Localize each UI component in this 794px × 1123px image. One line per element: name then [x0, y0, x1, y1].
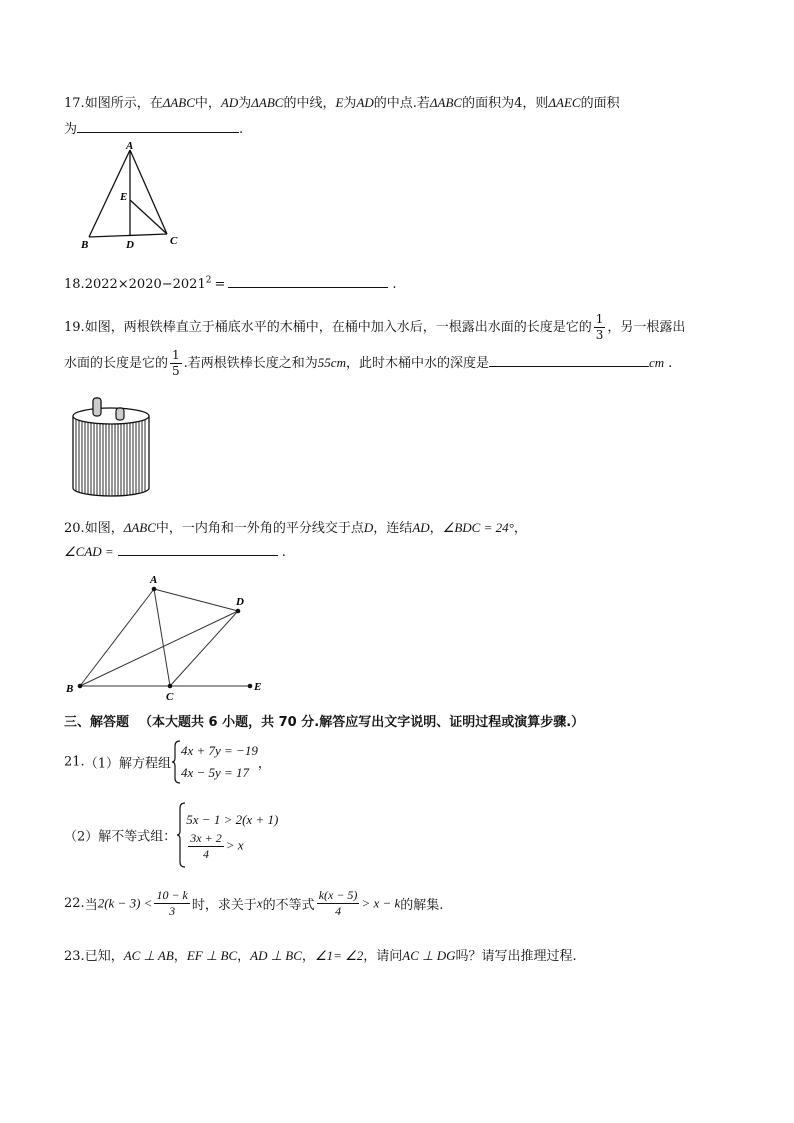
q17-math: AD	[220, 95, 239, 110]
q22-text: 的解集.	[400, 898, 444, 913]
fraction-denominator: 4	[203, 846, 209, 861]
brace-icon	[171, 740, 181, 784]
q20-line1	[64, 517, 527, 536]
fraction-denominator: 4	[335, 904, 342, 918]
q17-text: 的面积为	[462, 96, 515, 111]
q20-text: .	[281, 545, 286, 560]
q19-text: 水面的长度是它的	[64, 356, 169, 371]
q23-math: EF ⊥ BC	[186, 948, 238, 963]
q20-math: D	[363, 520, 374, 535]
equation: 4x − 5y = 17	[180, 765, 250, 780]
q17-text: .	[239, 122, 244, 137]
q20-label: E	[254, 681, 262, 693]
q19-text: ，此时木桶中水的深度是	[345, 356, 489, 371]
q22-math: 2(k − 3) <	[97, 895, 153, 911]
section-heading	[64, 711, 584, 730]
inequality: > x	[225, 836, 244, 852]
answer-blank[interactable]	[77, 120, 239, 133]
fraction-numerator: k(x − 5)	[318, 888, 358, 902]
fraction-one-fifth	[170, 348, 182, 379]
q18-math: =	[214, 277, 226, 292]
q21-label: （2）解不等式组：	[64, 829, 177, 845]
q22-math: > x − k	[361, 895, 401, 911]
q17-text: 中，	[194, 96, 221, 111]
q23-line	[64, 945, 577, 964]
q20-math: AD	[412, 520, 430, 535]
inequality: 5x − 1 > 2(x + 1)	[186, 811, 279, 827]
q18-text: .	[392, 277, 397, 292]
q17-math: 4	[514, 96, 523, 111]
answer-blank[interactable]	[228, 275, 388, 288]
q17-math: E	[335, 95, 344, 110]
q23-text: ，请问	[363, 949, 403, 964]
q17-math: ΔABC	[429, 95, 463, 110]
q17-label: D	[126, 239, 134, 251]
q17-text: 如图所示，在	[84, 96, 163, 111]
q20-number: 20.	[64, 521, 85, 536]
equation: 4x + 7y = −19	[180, 743, 258, 758]
brace-icon	[176, 802, 186, 868]
answer-blank[interactable]	[489, 354, 649, 367]
q17-label: C	[170, 235, 178, 247]
equation-system	[181, 740, 258, 784]
q23-number: 23.	[64, 949, 85, 964]
q20-label: B	[66, 683, 74, 695]
q17-label: B	[81, 239, 89, 251]
section-note: （本大题共 6 小题，共 70 分.解答应写出文字说明、证明过程或演算步骤.）	[139, 715, 585, 730]
q22-math: x	[256, 895, 263, 911]
q20-text: ，	[513, 521, 527, 536]
q17-line2	[64, 118, 243, 137]
fraction-numerator: 1	[172, 348, 180, 362]
q22-text: 时，求关于	[191, 898, 257, 913]
q23-math: AD ⊥ BC	[250, 948, 302, 963]
q20-line2	[64, 543, 286, 560]
q18-number: 18.	[64, 277, 85, 292]
fraction-one-third	[594, 312, 606, 343]
q22-number: 22.	[64, 896, 85, 911]
fraction-denominator: 5	[172, 364, 180, 378]
fraction-denominator: 3	[595, 328, 604, 342]
q19-unit: cm	[648, 355, 665, 370]
inequality-fraction	[188, 831, 223, 862]
fraction-numerator: 1	[595, 312, 604, 326]
inequality-system	[186, 809, 278, 862]
q23-text: ，	[237, 949, 251, 964]
q22-text: 当	[84, 898, 98, 913]
q17-math: ΔABC	[251, 95, 284, 110]
q20-text: ，连结	[373, 521, 413, 536]
q19-text: 如图，两根铁棒直立于桶底水平的木桶中，在桶中加入水后，一根露出水面的长度是它的	[84, 320, 592, 335]
q23-text: 已知，	[84, 949, 124, 964]
q17-math: ΔABC	[162, 95, 195, 110]
q18-math: 2022×2020−2021	[84, 277, 206, 292]
q20-text: 如图，	[84, 521, 124, 536]
q22-fraction	[154, 888, 189, 919]
section-title: 三、解答题	[64, 715, 130, 730]
q20-math: ∠CAD =	[64, 544, 114, 559]
fraction-denominator: 3	[169, 904, 176, 918]
q19-text: .	[668, 356, 673, 371]
q17-math: ΔAEC	[548, 95, 581, 110]
q21-label: （1）解方程组	[84, 756, 171, 772]
q20-label: D	[236, 596, 244, 608]
q21-text: ，	[257, 756, 271, 772]
q23-text: 吗？请写出推理过程.	[455, 949, 577, 964]
q22-fraction	[317, 888, 360, 919]
q17-text: 为	[64, 122, 78, 137]
q17-number: 17.	[64, 96, 85, 111]
q17-text: 的中线，	[283, 96, 336, 111]
q21-part2	[64, 802, 278, 868]
q20-math: ∠BDC = 24°	[442, 520, 514, 535]
fraction-numerator: 3x + 2	[190, 830, 222, 845]
q22-line	[64, 888, 443, 919]
q23-text: ，	[173, 949, 187, 964]
q23-math: ∠1= ∠2	[314, 948, 364, 963]
wooden-bucket-figure	[70, 396, 154, 500]
q17-text: 的面积	[580, 96, 620, 111]
q20-label: C	[166, 691, 174, 702]
q19-line2	[64, 348, 672, 379]
q19-text: ，另一根露出	[607, 320, 686, 335]
q20-math: ΔABC	[123, 520, 156, 535]
answer-blank[interactable]	[118, 543, 278, 556]
q17-label: A	[126, 140, 134, 152]
q17-line1	[64, 92, 620, 111]
q18-line	[64, 275, 397, 292]
q22-text: 的不等式	[262, 898, 315, 913]
q17-text: 为	[343, 96, 357, 111]
q23-math: AC ⊥ AB	[123, 948, 174, 963]
q17-text: 为	[238, 96, 252, 111]
q17-label: E	[120, 191, 128, 203]
q23-math: AC ⊥ DG	[402, 948, 456, 963]
q19-text: .若两根铁棒长度之和为	[183, 356, 318, 371]
q23-text: ，	[301, 949, 315, 964]
q20-triangle-figure	[64, 570, 274, 702]
q21-part1	[64, 740, 271, 784]
q17-text: ，则	[522, 96, 549, 111]
q17-triangle-figure	[80, 140, 190, 252]
q20-label: A	[150, 574, 158, 586]
q20-text: ，	[429, 521, 443, 536]
q19-line1	[64, 312, 685, 343]
q19-number: 19.	[64, 320, 85, 335]
q17-text: 的中点.若	[373, 96, 430, 111]
q19-math: 55cm	[317, 355, 346, 370]
q20-text: 中，一内角和一外角的平分线交于点	[155, 521, 364, 536]
q17-math: AD	[356, 95, 374, 110]
fraction-numerator: 10 − k	[156, 888, 188, 902]
q21-number: 21.	[64, 754, 85, 770]
q18-exponent: 2	[205, 275, 212, 286]
